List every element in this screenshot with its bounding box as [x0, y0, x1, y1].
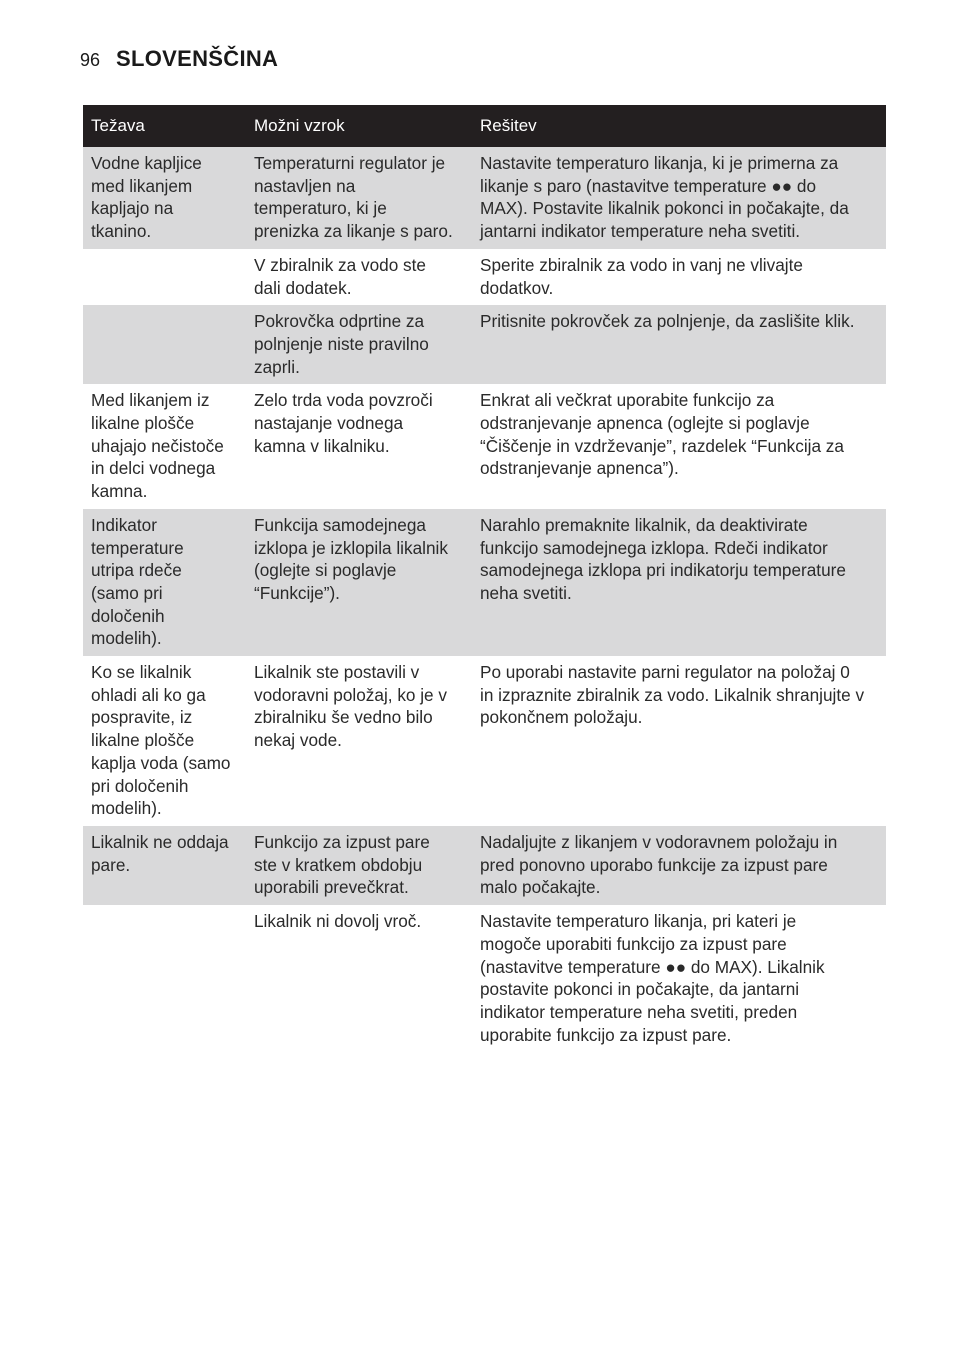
troubleshooting-table	[83, 105, 886, 1052]
problem-cell: Vodne kapljice med likanjem kapljajo na tkanino.	[91, 153, 202, 242]
problem-cell	[83, 249, 246, 305]
cause-cell: Likalnik ni dovolj vroč.	[254, 911, 422, 932]
problem-cell: Likalnik ne oddaja pare.	[91, 831, 229, 875]
table-row	[83, 509, 886, 656]
cause-cell: V zbiralnik za vodo ste dali dodatek.	[254, 254, 426, 298]
table-row	[83, 826, 886, 905]
solution-cell: Po uporabi nastavite parni regulator na položaj 0 in izpraznite zbiralnik za vodo. Likalnik shranjujte v pokončnem položaju.	[480, 662, 865, 728]
problem-cell: Med likanjem iz likalne plošče uhajajo nečistoče in delci vodnega kamna.	[91, 390, 224, 502]
solution-cell: Nadaljujte z likanjem v vodoravnem položaju in pred ponovno uporabo funkcije za izpust pare malo počakajte.	[480, 831, 838, 898]
solution-cell: Pritisnite pokrovček za polnjenje, da zaslišite klik.	[480, 311, 855, 332]
cause-cell: Likalnik ste postavili v vodoravni položaj, ko je v zbiralniku še vedno bilo nekaj vode.	[254, 662, 447, 751]
cause-cell: Pokrovčka odprtine za polnjenje niste pravilno zaprli.	[254, 311, 429, 377]
column-header-cause: Možni vzrok	[254, 116, 345, 135]
solution-cell: Nastavite temperaturo likanja, ki je primerna za likanje s paro (nastavitve temperature ●● do MAX). Postavite likalnik pokonci in počakajte, da jantarni indikator temperature neha svetiti.	[480, 153, 849, 242]
table-header-row	[83, 105, 886, 147]
page-number: 96	[80, 50, 101, 70]
column-header-solution: Rešitev	[480, 116, 537, 135]
problem-cell: Indikator temperature utripa rdeče (samo pri določenih modelih).	[91, 514, 184, 649]
section-title: SLOVENŠČINA	[116, 46, 279, 71]
table-row	[83, 147, 886, 249]
problem-cell	[83, 905, 246, 1052]
cause-cell: Temperaturni regulator je nastavljen na temperaturo, ki je prenizka za likanje s paro.	[254, 153, 453, 242]
table-row	[83, 305, 886, 384]
solution-cell: Sperite zbiralnik za vodo in vanj ne vlivajte dodatkov.	[480, 254, 803, 298]
solution-cell: Enkrat ali večkrat uporabite funkcijo za odstranjevanje apnenca (oglejte si poglavje “Čiščenje in vzdrževanje”, razdelek “Funkcija za odstranjevanje apnenca”).	[480, 390, 844, 479]
problem-cell: Ko se likalnik ohladi ali ko ga pospravite, iz likalne plošče kaplja voda (samo pri določenih modelih).	[91, 662, 231, 819]
table-row	[83, 905, 886, 1052]
solution-cell: Nastavite temperaturo likanja, pri kateri je mogoče uporabiti funkcijo za izpust pare (nastavitve temperature ●● do MAX). Likalnik postavite pokonci in počakajte, da jantarni indikator temperature neha svetiti, preden uporabite funkcijo za izpust pare.	[480, 911, 825, 1045]
problem-cell	[83, 305, 246, 384]
cause-cell: Funkcija samodejnega izklopa je izklopila likalnik (oglejte si poglavje “Funkcije”).	[254, 514, 448, 603]
cause-cell: Funkcijo za izpust pare ste v kratkem obdobju uporabili prevečkrat.	[254, 831, 430, 898]
table-row	[83, 656, 886, 826]
solution-cell: Narahlo premaknite likalnik, da deaktivirate funkcijo samodejnega izklopa. Rdeči indikator samodejnega izklopa pri indikatorju temperature neha svetiti.	[480, 514, 846, 603]
page-header	[80, 46, 278, 72]
table-row	[83, 249, 886, 305]
column-header-problem: Težava	[91, 116, 145, 135]
table-row	[83, 384, 886, 509]
cause-cell: Zelo trda voda povzroči nastajanje vodnega kamna v likalniku.	[254, 390, 433, 456]
